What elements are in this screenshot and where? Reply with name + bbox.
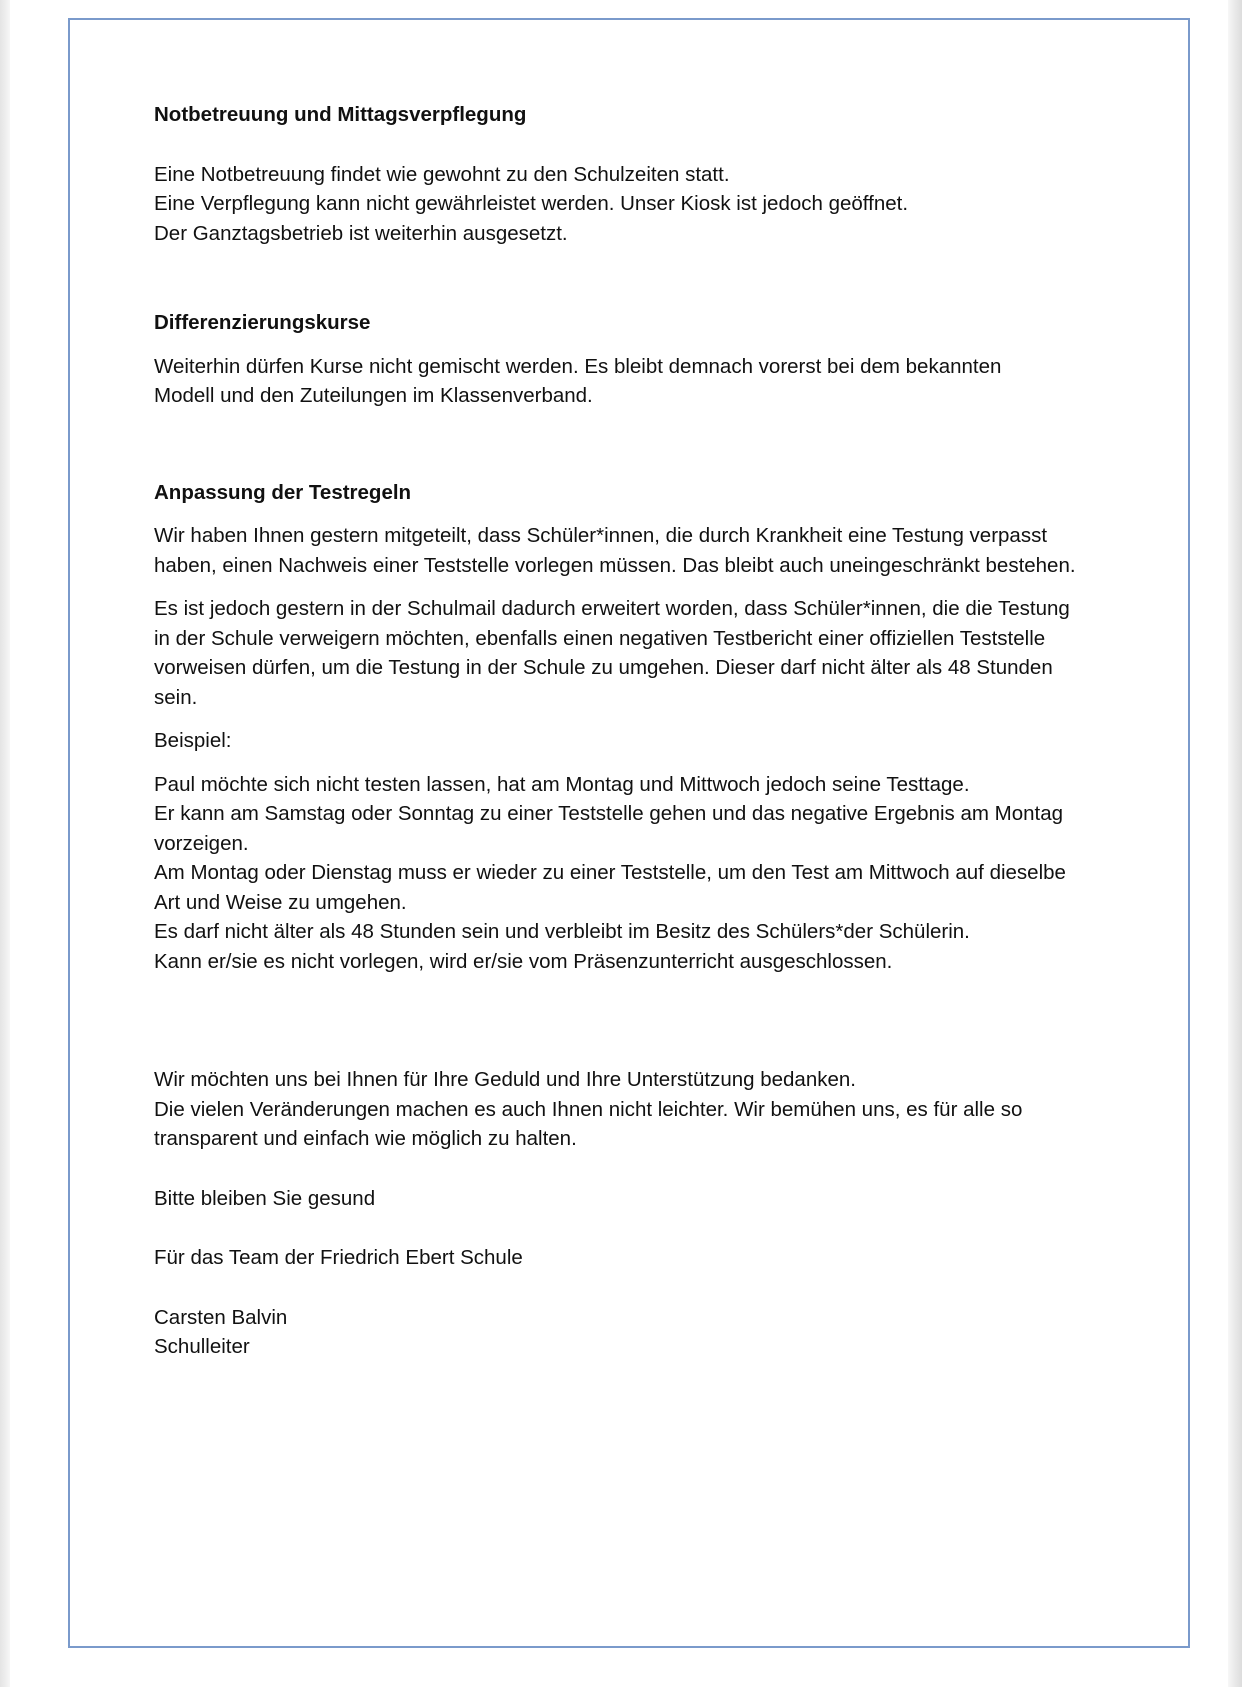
paragraph-testregeln-1: [154, 521, 1094, 580]
text-line: Es ist jedoch gestern in der Schulmail dadurch erweitert worden, dass Schüler*innen, die die Testung: [154, 597, 1070, 620]
text-line: Modell und den Zuteilungen im Klassenverband.: [154, 384, 593, 407]
example-label: Beispiel:: [154, 729, 232, 752]
paragraph-differenzierungskurse: [154, 352, 1094, 411]
signature-title: Schulleiter: [154, 1335, 250, 1358]
heading-differenzierungskurse: Differenzierungskurse: [154, 311, 371, 334]
heading-testregeln: Anpassung der Testregeln: [154, 480, 412, 504]
paragraph-testregeln-2: [154, 594, 1094, 712]
text-line: vorweisen dürfen, um die Testung in der Schule zu umgehen. Dieser darf nicht älter als 48 Stunden: [154, 656, 1053, 679]
text-line: vorzeigen.: [154, 831, 249, 855]
signature-name: Carsten Balvin: [154, 1305, 288, 1329]
page-shadow-left: [0, 0, 10, 1687]
paragraph-notbetreuung: [154, 160, 1094, 249]
text-line: Wir haben Ihnen gestern mitgeteilt, dass Schüler*innen, die durch Krankheit eine Testung verpasst: [154, 524, 1048, 547]
text-line: Weiterhin dürfen Kurse nicht gemischt werden. Es bleibt demnach vorerst bei dem bekannten: [154, 354, 1002, 378]
text-line: Die vielen Veränderungen machen es auch Ihnen nicht leichter. Wir bemühen uns, es für alle so: [154, 1097, 1023, 1121]
text-line: Paul möchte sich nicht testen lassen, hat am Montag und Mittwoch jedoch seine Testtage.: [154, 772, 970, 796]
page-shadow-right: [1228, 0, 1242, 1687]
document-body: [154, 100, 1094, 1362]
text-line: sein.: [154, 685, 198, 709]
text-line: Eine Notbetreuung findet wie gewohnt zu den Schulzeiten statt.: [154, 162, 730, 186]
paragraph-example: [154, 770, 1094, 977]
paragraph-thanks: [154, 1065, 1094, 1154]
closing-wish: Bitte bleiben Sie gesund: [154, 1186, 376, 1210]
signature-block: [154, 1303, 1094, 1362]
text-line: Eine Verpflegung kann nicht gewährleistet werden. Unser Kiosk ist jedoch geöffnet.: [154, 192, 909, 215]
text-line: Art und Weise zu umgehen.: [154, 890, 407, 914]
text-line: in der Schule verweigern möchten, ebenfalls einen negativen Testbericht einer offiziellen Teststelle: [154, 626, 1046, 650]
text-line: Er kann am Samstag oder Sonntag zu einer Teststelle gehen und das negative Ergebnis am Montag: [154, 802, 1064, 825]
heading-notbetreuung: Notbetreuung und Mittagsverpflegung: [154, 103, 527, 126]
text-line: Der Ganztagsbetrieb ist weiterhin ausgesetzt.: [154, 221, 568, 245]
text-line: Kann er/sie es nicht vorlegen, wird er/sie vom Präsenzunterricht ausgeschlossen.: [154, 949, 893, 973]
text-line: Am Montag oder Dienstag muss er wieder zu einer Teststelle, um den Test am Mittwoch auf dieselbe: [154, 861, 1066, 884]
text-line: Wir möchten uns bei Ihnen für Ihre Geduld und Ihre Unterstützung bedanken.: [154, 1068, 856, 1091]
text-line: haben, einen Nachweis einer Teststelle vorlegen müssen. Das bleibt auch uneingeschränkt bestehen.: [154, 553, 1076, 577]
closing-team: Für das Team der Friedrich Ebert Schule: [154, 1246, 523, 1269]
text-line: transparent und einfach wie möglich zu halten.: [154, 1127, 577, 1150]
text-line: Es darf nicht älter als 48 Stunden sein und verbleibt im Besitz des Schülers*der Schülerin.: [154, 920, 970, 943]
